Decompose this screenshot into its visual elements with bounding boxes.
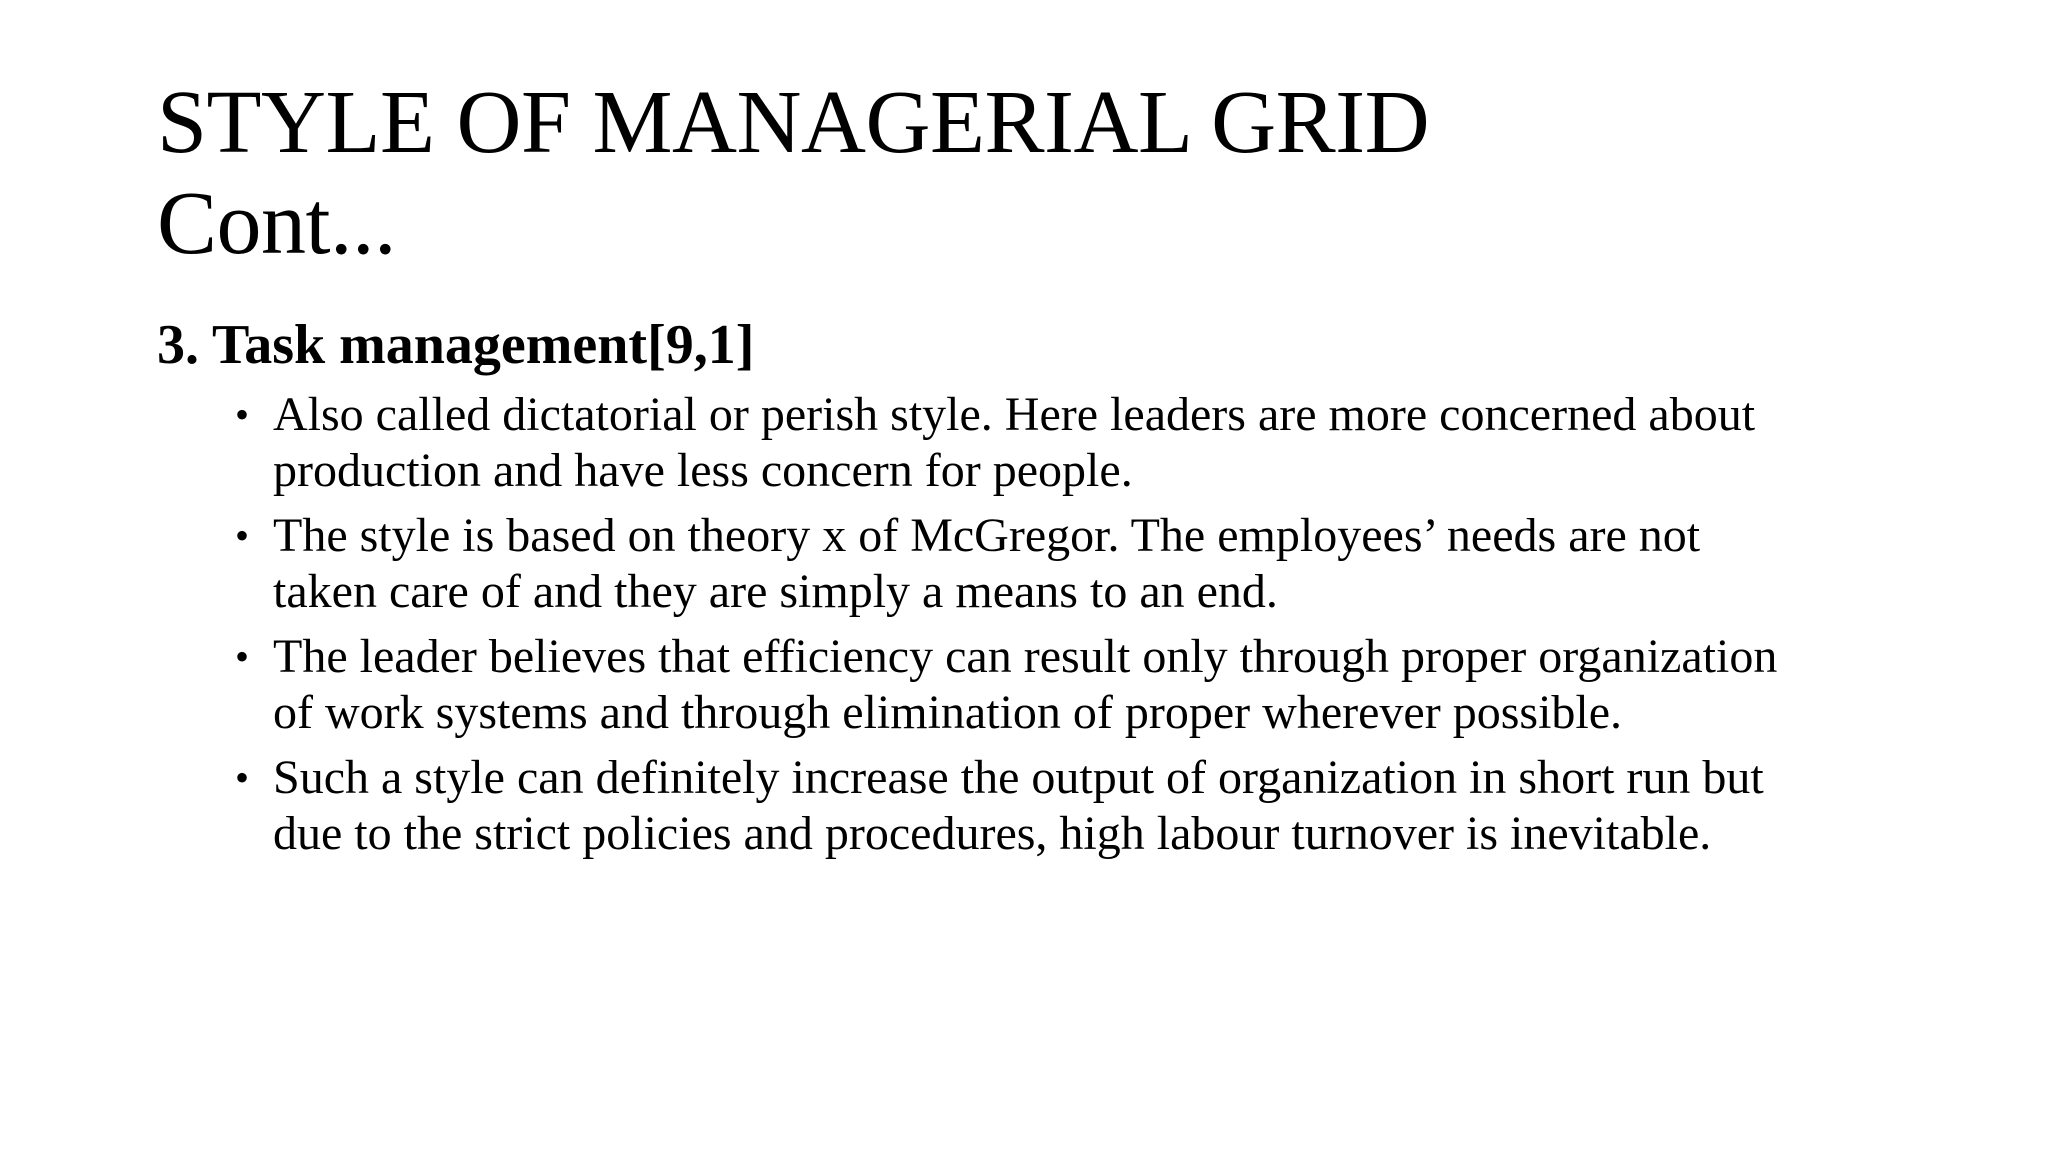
bullet-item-2 xyxy=(157,508,1917,620)
bullet-text-1: Also called dictatorial or perish style. Here leaders are more concerned about production and have less concern for people. xyxy=(273,388,1756,497)
slide-title-line-2: Cont... xyxy=(157,174,397,273)
slide-content xyxy=(157,313,1917,871)
bullet-item-4 xyxy=(157,750,1917,862)
section-heading: 3. Task management[9,1] xyxy=(157,314,755,376)
bullet-icon: • xyxy=(235,755,250,800)
bullet-text-4: Such a style can definitely increase the output of organization in short run but due to the strict policies and procedures, high labour turnover is inevitable. xyxy=(273,751,1764,860)
bullet-text-2: The style is based on theory x of McGregor. The employees’ needs are not taken care of and they are simply a means to an end. xyxy=(273,509,1701,618)
bullet-item-3 xyxy=(157,629,1917,741)
bullet-icon: • xyxy=(235,392,250,437)
bullet-item-1 xyxy=(157,387,1917,499)
slide-title-line-1: STYLE OF MANAGERIAL GRID xyxy=(157,73,1430,172)
bullet-text-3: The leader believes that efficiency can result only through proper organization of work systems and through elimination of proper wherever possible. xyxy=(273,630,1778,739)
bullet-icon: • xyxy=(235,513,250,558)
bullet-icon: • xyxy=(235,634,250,679)
slide-title xyxy=(157,72,1917,274)
bullet-list xyxy=(157,387,1917,862)
